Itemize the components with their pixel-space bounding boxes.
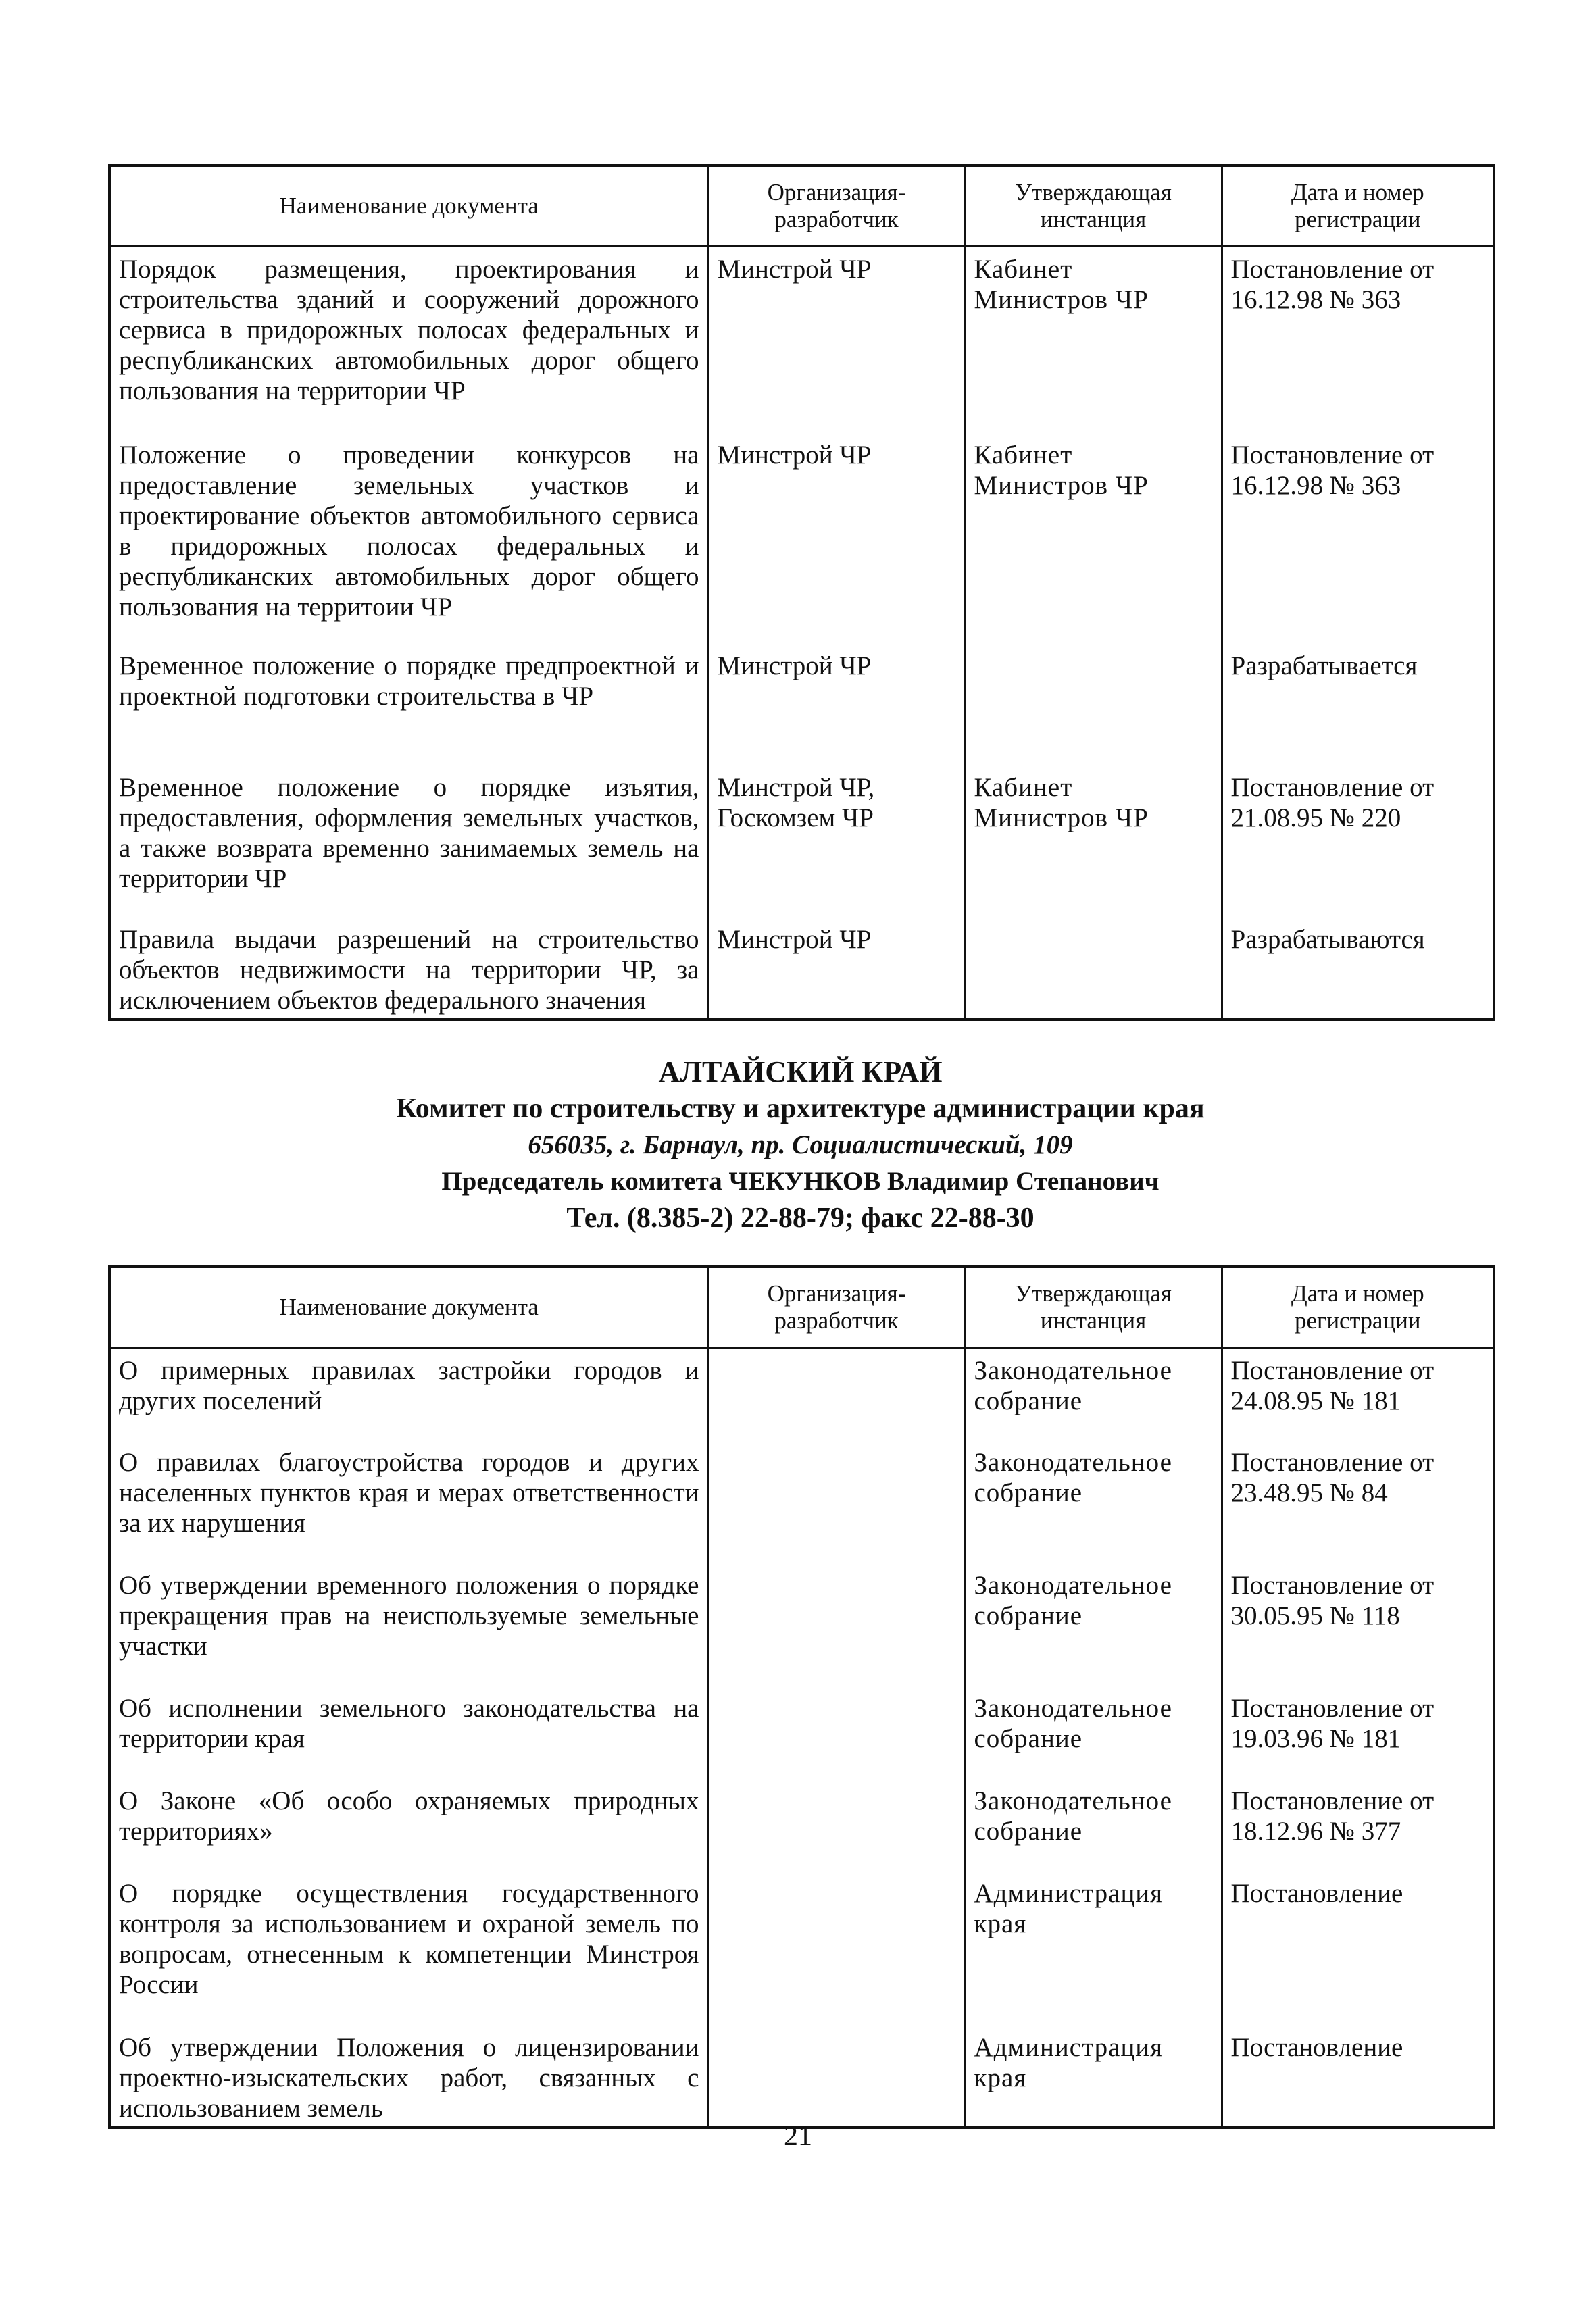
approver-cell: [965, 644, 1222, 765]
approver-cell: Законодательное собрание: [965, 1686, 1222, 1779]
developer-cell: Минстрой ЧР: [708, 917, 965, 1020]
document-name-cell: Об утверждении Положения о лицензировании проектно-изыскательских работ, связанных с использованием земель: [109, 2026, 708, 2128]
document-name-cell: О Законе «Об особо охраняемых природных территориях»: [109, 1779, 708, 1871]
developer-cell: [708, 1686, 965, 1779]
committee-name: Комитет по строительству и архитектуре администрации края: [396, 1093, 1205, 1124]
registration-cell: Постановление от 19.03.96 № 181: [1222, 1686, 1494, 1779]
table-row: [109, 1440, 1494, 1563]
table-row: [109, 247, 1494, 433]
developer-cell: [708, 1563, 965, 1686]
developer-cell: [708, 2026, 965, 2128]
table-row: [109, 1348, 1494, 1440]
document-name-cell: Об утверждении временного положения о порядке прекращения прав на неиспользуемые земельные участки: [109, 1563, 708, 1686]
approver-cell: Законодательное собрание: [965, 1348, 1222, 1440]
table-header-row: [109, 166, 1494, 247]
approver-cell: Законодательное собрание: [965, 1779, 1222, 1871]
registration-cell: Постановление: [1222, 2026, 1494, 2128]
developer-cell: Минстрой ЧР: [708, 433, 965, 644]
registration-cell: Постановление от 24.08.95 № 181: [1222, 1348, 1494, 1440]
header-developer: Организация-разработчик: [708, 1267, 965, 1348]
registration-cell: Постановление от 23.48.95 № 84: [1222, 1440, 1494, 1563]
approver-cell: [965, 917, 1222, 1020]
document-name-cell: Правила выдачи разрешений на строительство объектов недвижимости на территории ЧР, за исключением объектов федерального значения: [109, 917, 708, 1020]
table-row: [109, 1871, 1494, 2026]
header-developer: Организация-разработчик: [708, 166, 965, 247]
header-document-name: Наименование документа: [109, 1267, 708, 1348]
page-number: 21: [784, 2121, 812, 2152]
document-table-2: [108, 1265, 1495, 2129]
registration-cell: Постановление: [1222, 1871, 1494, 2026]
table-header-row: [109, 1267, 1494, 1348]
document-name-cell: Временное положение о порядке изъятия, предоставления, оформления земельных участков, а также возврата временно занимаемых земель на территории ЧР: [109, 765, 708, 917]
approver-cell: Администрация края: [965, 2026, 1222, 2128]
table-row: [109, 917, 1494, 1020]
approver-cell: Администрация края: [965, 1871, 1222, 2026]
header-approving-body: Утверждающая инстанция: [965, 1267, 1222, 1348]
header-document-name: Наименование документа: [109, 166, 708, 247]
document-name-cell: О порядке осуществления государственного контроля за использованием и охраной земель по вопросам, отнесенным к компетенции Минстроя России: [109, 1871, 708, 2026]
developer-cell: [708, 1779, 965, 1871]
table-row: [109, 765, 1494, 917]
document-name-cell: Временное положение о порядке предпроектной и проектной подготовки строительства в ЧР: [109, 644, 708, 765]
table-row: [109, 1563, 1494, 1686]
header-registration: Дата и номер регистрации: [1222, 1267, 1494, 1348]
committee-phones: Тел. (8.385-2) 22-88-79; факс 22-88-30: [566, 1203, 1034, 1234]
document-name-cell: О правилах благоустройства городов и других населенных пунктов края и мерах ответственности за их нарушения: [109, 1440, 708, 1563]
developer-cell: [708, 1440, 965, 1563]
developer-cell: Минстрой ЧР: [708, 644, 965, 765]
document-name-cell: Порядок размещения, проектирования и строительства зданий и сооружений дорожного сервиса в придорожных полосах федеральных и республиканских автомобильных дорог общего пользования на территории ЧР: [109, 247, 708, 433]
approver-cell: Законодательное собрание: [965, 1440, 1222, 1563]
registration-cell: Постановление от 30.05.95 № 118: [1222, 1563, 1494, 1686]
registration-cell: Постановление от 18.12.96 № 377: [1222, 1779, 1494, 1871]
header-approving-body: Утверждающая инстанция: [965, 166, 1222, 247]
document-name-cell: О примерных правилах застройки городов и других поселений: [109, 1348, 708, 1440]
committee-chair: Председатель комитета ЧЕКУНКОВ Владимир Степанович: [441, 1167, 1159, 1196]
table-row: [109, 1779, 1494, 1871]
approver-cell: Кабинет Министров ЧР: [965, 433, 1222, 644]
developer-cell: [708, 1871, 965, 2026]
table-row: [109, 644, 1494, 765]
registration-cell: Разрабатываются: [1222, 917, 1494, 1020]
developer-cell: Минстрой ЧР: [708, 247, 965, 433]
document-name-cell: Положение о проведении конкурсов на предоставление земельных участков и проектирование объектов автомобильного сервиса в придорожных полосах федеральных и республиканских автомобильных дорог общего пользования на территоии ЧР: [109, 433, 708, 644]
registration-cell: Постановление от 21.08.95 № 220: [1222, 765, 1494, 917]
table-row: [109, 2026, 1494, 2128]
registration-cell: Постановление от 16.12.98 № 363: [1222, 247, 1494, 433]
header-registration: Дата и номер регистрации: [1222, 166, 1494, 247]
registration-cell: Разрабатывается: [1222, 644, 1494, 765]
developer-cell: [708, 1348, 965, 1440]
region-title: АЛТАЙСКИЙ КРАЙ: [658, 1055, 943, 1088]
table-row: [109, 433, 1494, 644]
document-name-cell: Об исполнении земельного законодательства на территории края: [109, 1686, 708, 1779]
table-row: [109, 1686, 1494, 1779]
approver-cell: Кабинет Министров ЧР: [965, 765, 1222, 917]
registration-cell: Постановление от 16.12.98 № 363: [1222, 433, 1494, 644]
document-table-1: [108, 164, 1495, 1021]
approver-cell: Кабинет Министров ЧР: [965, 247, 1222, 433]
developer-cell: Минстрой ЧР, Госкомзем ЧР: [708, 765, 965, 917]
approver-cell: Законодательное собрание: [965, 1563, 1222, 1686]
section-header: [108, 1054, 1493, 1236]
committee-address: 656035, г. Барнаул, пр. Социалистический, 109: [528, 1130, 1073, 1159]
